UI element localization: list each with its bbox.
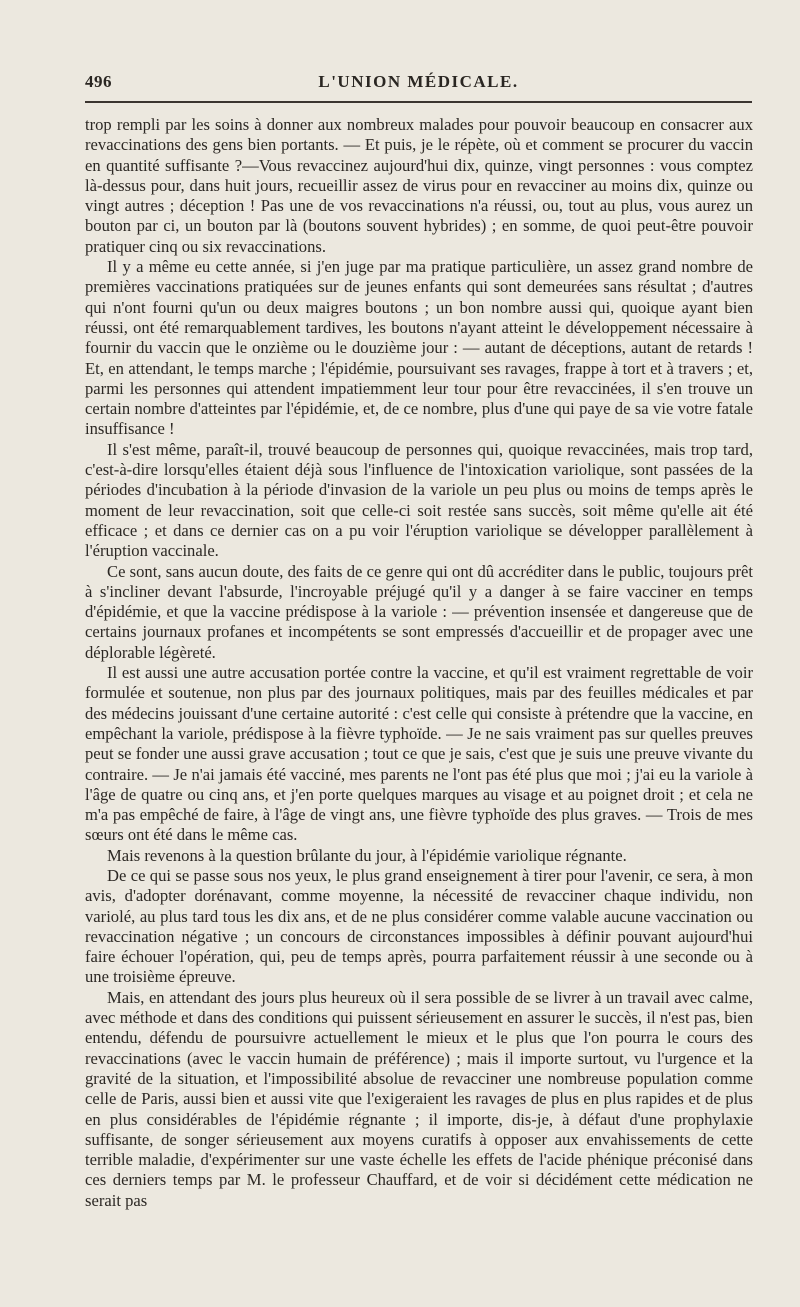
paragraph: Mais revenons à la question brûlante du jour, à l'épidémie variolique régnante. (107, 845, 627, 865)
paragraph: Ce sont, sans aucun doute, des faits de ce genre qui ont dû accréditer dans le public, toujours prêt à s'incliner devant l'absurde, l'incroyable préjugé qu'il y a danger à se faire vacciner en temps d'épidémie, et que la vaccine prédispose à la variole : — prévention insensée et dangereuse que de certains journaux profanes et incompétents se sont empressés d'accueillir et de propager avec une déplorable légèreté. (85, 561, 753, 662)
paragraph: Il est aussi une autre accusation portée contre la vaccine, et qu'il est vraiment regrettable de voir formulée et soutenue, non plus par des journaux politiques, mais par des feuilles médicales et par des médecins jouissant d'une certaine autorité : c'est celle qui consiste à prétendre que la vaccine, en empêchant la variole, prédispose à la fièvre typhoïde. — Je ne sais vraiment pas sur quelles preuves peut se fonder une aussi grave accusation ; tout ce que je sais, c'est que je suis une preuve vivante du contraire. — Je n'ai jamais été vacciné, mes parents ne l'ont pas été plus que moi ; j'ai eu la variole à l'âge de quatre ou cinq ans, et j'en porte quelques marques au visage et au poignet droit ; et cela ne m'a pas empêché de faire, à l'âge de vingt ans, une fièvre typhoïde des plus graves. — Trois de mes sœurs ont été dans le même cas. (85, 663, 753, 845)
paragraph: Il y a même eu cette année, si j'en juge par ma pratique particulière, un assez grand nombre de premières vaccinations pratiquées sur de jeunes enfants qui sont demeurées sans résultat ; d'autres qui n'ont fourni qu'un ou deux maigres boutons ; un bon nombre aussi qui, quoique ayant bien réussi, ont été remarquablement tardives, les boutons n'ayant atteint le développement nécessaire à fournir du vaccin que le onzième ou le douzième jour : — autant de déceptions, autant de retards ! Et, en attendant, le temps marche ; l'épidémie, poursuivant ses ravages, frappe à tort et à travers ; et, parmi les personnes qui attendent impatiemment leur tour pour être revaccinées, il s'en trouve un certain nombre d'atteintes par l'épidémie, et, de ce nombre, plus d'une qui paye de sa vie votre fatale insuffisance ! (85, 257, 753, 439)
body-text (85, 115, 753, 1211)
header-rule (85, 101, 752, 103)
running-title: L'UNION MÉDICALE. (318, 72, 519, 91)
paragraph: De ce qui se passe sous nos yeux, le plus grand enseignement à tirer pour l'avenir, ce sera, à mon avis, d'adopter dorénavant, comme moyenne, la nécessité de revacciner chaque individu, non variolé, au plus tard tous les dix ans, et de ne plus considérer comme valable aucune vaccination ou revaccination négative ; un concours de circonstances impossibles à définir pouvant aujourd'hui faire échouer l'opération, qui, peu de temps après, pourra parfaitement réussir à une seconde ou à une troisième épreuve. (85, 865, 753, 987)
paragraph: Il s'est même, paraît-il, trouvé beaucoup de personnes qui, quoique revaccinées, mais trop tard, c'est-à-dire lorsqu'elles étaient déjà sous l'influence de l'intoxication variolique, sont passées de la périodes d'incubation à la période d'invasion de la variole un peu plus ou moins de temps après le moment de leur revaccination, soit que celle-ci soit restée sans succès, soit même qu'elle ait été efficace ; et dans ce dernier cas on a pu voir l'éruption variolique se développer parallèlement à l'éruption vaccinale. (85, 439, 753, 561)
paragraph: Mais, en attendant des jours plus heureux où il sera possible de se livrer à un travail avec calme, avec méthode et dans des conditions qui puissent sérieusement en assurer le succès, il n'est pas, bien entendu, défendu de poursuivre actuellement le mieux et le plus que l'on pourra le cours des revaccinations (avec le vaccin humain de préférence) ; mais il importe surtout, vu l'urgence et la gravité de la situation, et l'impossibilité absolue de revacciner une nombreuse population comme celle de Paris, aussi bien et aussi vite que l'exigeraient les ravages de plus en plus rapides et de plus en plus considérables de l'épidémie régnante ; il importe, dis-je, à défaut d'une prophylaxie suffisante, de songer sérieusement aux moyens curatifs à opposer aux envahissements de cette terrible maladie, d'expérimenter sur une vaste échelle les effets de l'acide phénique préconisé dans ces derniers temps par M. le professeur Chauffard, et de voir si décidément cette médication ne serait pas (85, 987, 753, 1210)
paragraph: trop rempli par les soins à donner aux nombreux malades pour pouvoir beaucoup en consacrer aux revaccinations des gens bien portants. — Et puis, je le répète, où et comment se procurer du vaccin en quantité suffisante ?—Vous revaccinez aujourd'hui dix, quinze, vingt personnes : vous comptez là-dessus pour, dans huit jours, recueillir assez de virus pour en revacciner au moins dix, quinze ou vingt autres ; déception ! Pas une de vos revaccinations n'a réussi, ou, tout au plus, vous aurez un bouton par ci, un bouton par là (boutons souvent hybrides) ; en somme, de quoi peut-être pouvoir pratiquer cinq ou six revaccinations. (85, 115, 753, 256)
page-number: 496 (85, 72, 112, 91)
page-header (85, 66, 752, 102)
